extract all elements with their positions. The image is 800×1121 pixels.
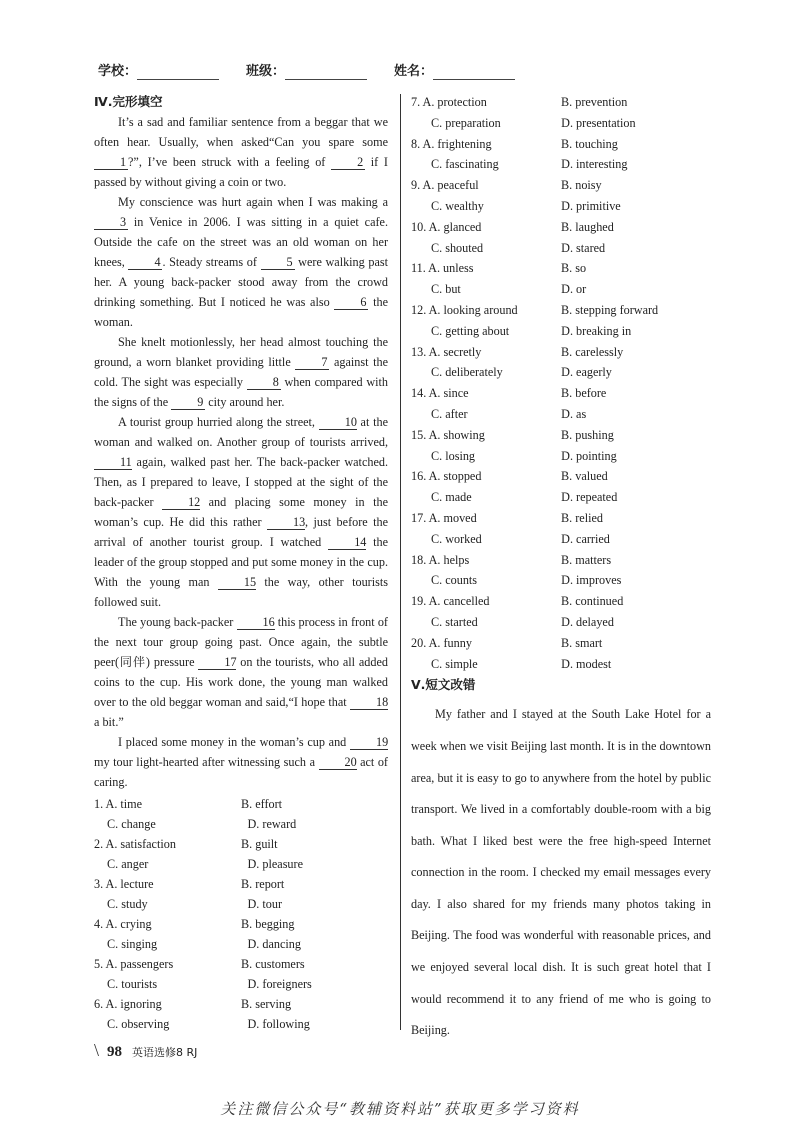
question-12-row-ab [411,300,711,321]
blank-1[interactable]: 1 [94,155,128,170]
blank-5[interactable]: 5 [261,255,295,270]
option-11d[interactable]: D. or [561,282,587,297]
options-right [411,92,711,674]
blank-11[interactable]: 11 [94,455,132,470]
option-11b[interactable]: B. so [561,261,587,276]
cloze-paragraph: I placed some money in the woman’s cup and 19 my tour light-hearted after witnessing such a 20 act of caring. [94,735,389,789]
blank-19[interactable]: 19 [350,735,388,750]
question-9-row-cd [411,196,711,217]
option-14b[interactable]: B. before [561,386,607,401]
question-14-row-cd [411,404,711,425]
option-13a[interactable]: 13. A. secretly [411,344,482,359]
option-12b[interactable]: B. stepping forward [561,302,659,317]
blank-18[interactable]: 18 [350,695,388,710]
option-10c[interactable]: C. shouted [431,240,484,255]
question-7-row-cd [411,113,711,134]
question-3-row-cd [94,894,388,914]
option-1c[interactable]: C. change [107,817,156,831]
cloze-passage [94,112,388,792]
blank-2[interactable]: 2 [331,155,365,170]
cloze-title: Ⅳ.完形填空 [94,94,163,109]
correction-passage: My father and I stayed at the South Lake Hotel for a week when we visit Beijing last month. It is in the downtown area, but it is easy to go to anywhere from the hotel by public transport. We lived in a comfortably double-room with a big bath. What I liked best were the free high-speed Internet connection in the room. I checked my email messages every day. I also shared for my friends many photos taking in Beijing. The food was wonderful with reasonable prices, and we enjoyed several local dish. It is such great hotel that I would recommend it to any friend of me who is going to Beijing. [411,707,711,1038]
option-14c[interactable]: C. after [431,406,468,421]
question-8-row-cd [411,154,711,175]
blank-8[interactable]: 8 [247,375,281,390]
question-9-row-ab [411,175,711,196]
blank-9[interactable]: 9 [171,395,205,410]
option-8c[interactable]: C. fascinating [431,157,499,172]
option-6d[interactable]: D. following [247,1017,310,1031]
option-20c[interactable]: C. simple [431,656,478,671]
option-15c[interactable]: C. losing [431,448,476,463]
question-10-row-ab [411,217,711,238]
option-4d[interactable]: D. dancing [247,937,301,951]
student-info-header [98,60,718,86]
blank-14[interactable]: 14 [328,535,366,550]
question-16-row-ab [411,466,711,487]
option-12c[interactable]: C. getting about [431,323,510,338]
question-18-row-cd [411,570,711,591]
question-17-row-ab [411,508,711,529]
option-17b[interactable]: B. relied [561,510,603,525]
option-19c[interactable]: C. started [431,614,478,629]
school-field[interactable] [98,60,219,80]
question-12-row-cd [411,321,711,342]
question-14-row-ab [411,383,711,404]
option-1b[interactable]: B. effort [241,797,283,811]
option-13d[interactable]: D. eagerly [561,365,612,380]
question-11-row-cd [411,279,711,300]
option-8d[interactable]: D. interesting [561,157,628,172]
promo-note: 关注微信公众号“教辅资料站”获取更多学习资料 [220,1100,580,1118]
option-7c[interactable]: C. preparation [431,115,501,130]
question-13-row-cd [411,362,711,383]
question-6-row-ab [94,994,388,1014]
option-19b[interactable]: B. continued [561,594,624,609]
blank-4[interactable]: 4 [128,255,162,270]
blank-10[interactable]: 10 [319,415,357,430]
option-15a[interactable]: 15. A. showing [411,427,485,442]
blank-6[interactable]: 6 [334,295,368,310]
class-label: 班级： [246,64,286,79]
option-2d[interactable]: D. pleasure [247,857,303,871]
option-6a[interactable]: 6. A. ignoring [94,997,162,1011]
option-15b[interactable]: B. pushing [561,427,614,442]
option-7d[interactable]: D. presentation [561,115,636,130]
question-1-row-cd [94,814,388,834]
question-7-row-ab [411,92,711,113]
option-3a[interactable]: 3. A. lecture [94,877,154,891]
question-18-row-ab [411,550,711,571]
question-2-row-cd [94,854,388,874]
question-19-row-cd [411,612,711,633]
question-15-row-cd [411,446,711,467]
option-3b[interactable]: B. report [241,877,285,891]
blank-3[interactable]: 3 [94,215,128,230]
cloze-paragraph: She knelt motionlessly, her head almost touching the ground, a worn blanket providing little 7 against the cold. The sight was especially 8 when compared with the signs of the 9 city around her. [94,335,388,409]
question-4-row-cd [94,934,388,954]
option-18b[interactable]: B. matters [561,552,612,567]
question-5-row-cd [94,974,388,994]
blank-15[interactable]: 15 [218,575,256,590]
name-field[interactable] [394,60,515,80]
column-divider [400,94,401,1030]
options-left [94,794,388,1034]
question-6-row-cd [94,1014,388,1034]
option-17c[interactable]: C. worked [431,531,482,546]
option-3c[interactable]: C. study [107,897,148,911]
option-17d[interactable]: D. carried [561,531,610,546]
question-20-row-ab [411,633,711,654]
option-8a[interactable]: 8. A. frightening [411,136,492,151]
slash-mark: \ [94,1040,100,1060]
question-16-row-cd [411,487,711,508]
option-5c[interactable]: C. tourists [107,977,158,991]
blank-17[interactable]: 17 [198,655,236,670]
option-16d[interactable]: D. repeated [561,490,618,505]
question-15-row-ab [411,425,711,446]
class-line[interactable] [285,65,367,80]
blank-7[interactable]: 7 [295,355,329,370]
option-4a[interactable]: 4. A. crying [94,917,152,931]
option-13c[interactable]: C. deliberately [431,365,503,380]
option-4b[interactable]: B. begging [241,917,295,931]
option-1a[interactable]: 1. A. time [94,797,143,811]
right-column [411,92,711,1047]
option-16a[interactable]: 16. A. stopped [411,469,482,484]
blank-13[interactable]: 13 [267,515,305,530]
question-2-row-ab [94,834,388,854]
cloze-paragraph: The young back-packer 16 this process in front of the next tour group going past. Once again, the subtle peer(同伴) pressure 17 on the tourists, who all added coins to the cup. His work done, the young man walked over to the old beggar woman and said,“I hope that 18 a bit.” [94,615,389,729]
option-10a[interactable]: 10. A. glanced [411,219,482,234]
option-3d[interactable]: D. tour [247,897,283,911]
blank-20[interactable]: 20 [319,755,357,770]
question-3-row-ab [94,874,388,894]
question-19-row-ab [411,591,711,612]
option-11a[interactable]: 11. A. unless [411,261,474,276]
option-7b[interactable]: B. prevention [561,95,628,109]
option-9b[interactable]: B. noisy [561,178,602,193]
cloze-paragraph: A tourist group hurried along the street, 10 at the woman and walked on. Another group of tourists arrived, 11 again, walked past her. The back-packer watched. Then, as I prepared to leave, I stopped at the sight of the back-packer 12 and placing some money in the woman’s cup. He did this rather 13, just before the arrival of another tourist group. I watched 14 the leader of the group stopped and put some money in the cup. With the young man 15 the way, other tourists followed suit. [94,415,389,609]
question-4-row-ab [94,914,388,934]
option-14a[interactable]: 14. A. since [411,386,469,401]
option-18d[interactable]: D. improves [561,573,622,588]
option-13b[interactable]: B. carelessly [561,344,624,359]
option-9a[interactable]: 9. A. peaceful [411,178,479,193]
correction-title: Ⅴ.短文改错 [411,677,476,693]
option-20b[interactable]: B. smart [561,635,603,650]
option-20a[interactable]: 20. A. funny [411,635,472,650]
question-10-row-cd [411,238,711,259]
option-2a[interactable]: 2. A. satisfaction [94,837,176,851]
option-18c[interactable]: C. counts [431,573,478,588]
option-16b[interactable]: B. valued [561,469,608,484]
blank-16[interactable]: 16 [237,615,275,630]
question-17-row-cd [411,529,711,550]
option-19a[interactable]: 19. A. cancelled [411,594,490,609]
question-20-row-cd [411,654,711,675]
question-1-row-ab [94,794,388,814]
option-1d[interactable]: D. reward [247,817,297,831]
option-9d[interactable]: D. primitive [561,198,621,213]
page-footer [94,1040,197,1064]
book-tag: 英语选修8 RJ [132,1046,198,1059]
option-20d[interactable]: D. modest [561,656,612,671]
option-2c[interactable]: C. anger [107,857,149,871]
option-8b[interactable]: B. touching [561,136,618,151]
question-8-row-ab [411,134,711,155]
option-18a[interactable]: 18. A. helps [411,552,470,567]
option-15d[interactable]: D. pointing [561,448,617,463]
option-4c[interactable]: C. singing [107,937,158,951]
cloze-paragraph: My conscience was hurt again when I was making a 3 in Venice in 2006. I was sitting in a quiet cafe. Outside the cafe on the street was an old woman on her knees, 4 . Steady streams of 5 were walking past her. A young back-packer stood away from the crowd drinking something. But I noticed he was also 6 the woman. [94,195,389,329]
name-label: 姓名： [394,64,434,79]
option-6b[interactable]: B. serving [241,997,292,1011]
option-14d[interactable]: D. as [561,406,587,421]
option-5b[interactable]: B. customers [241,957,305,971]
option-12d[interactable]: D. breaking in [561,323,632,338]
option-10b[interactable]: B. laughed [561,219,614,234]
option-19d[interactable]: D. delayed [561,614,614,629]
option-5a[interactable]: 5. A. passengers [94,957,174,971]
option-11c[interactable]: C. but [431,282,461,297]
option-12a[interactable]: 12. A. looking around [411,302,518,317]
cloze-paragraph: It’s a sad and familiar sentence from a beggar that we often hear. Usually, when asked“Can you spare some 1 ?”, I’ve been struck with a feeling of 2 if I passed by without giving a coin or two. [94,115,388,189]
question-11-row-ab [411,258,711,279]
option-7a[interactable]: 7. A. protection [411,95,487,109]
school-line[interactable] [137,65,219,80]
question-13-row-ab [411,342,711,363]
cloze-section [94,92,388,1034]
option-6c[interactable]: C. observing [107,1017,170,1031]
option-10d[interactable]: D. stared [561,240,606,255]
option-9c[interactable]: C. wealthy [431,198,484,213]
option-5d[interactable]: D. foreigners [247,977,312,991]
school-label: 学校： [98,64,138,79]
option-2b[interactable]: B. guilt [241,837,278,851]
question-5-row-ab [94,954,388,974]
option-17a[interactable]: 17. A. moved [411,510,477,525]
option-16c[interactable]: C. made [431,490,472,505]
class-field[interactable] [246,60,367,80]
name-line[interactable] [433,65,515,80]
blank-12[interactable]: 12 [162,495,200,510]
page-number: 98 [107,1044,123,1060]
